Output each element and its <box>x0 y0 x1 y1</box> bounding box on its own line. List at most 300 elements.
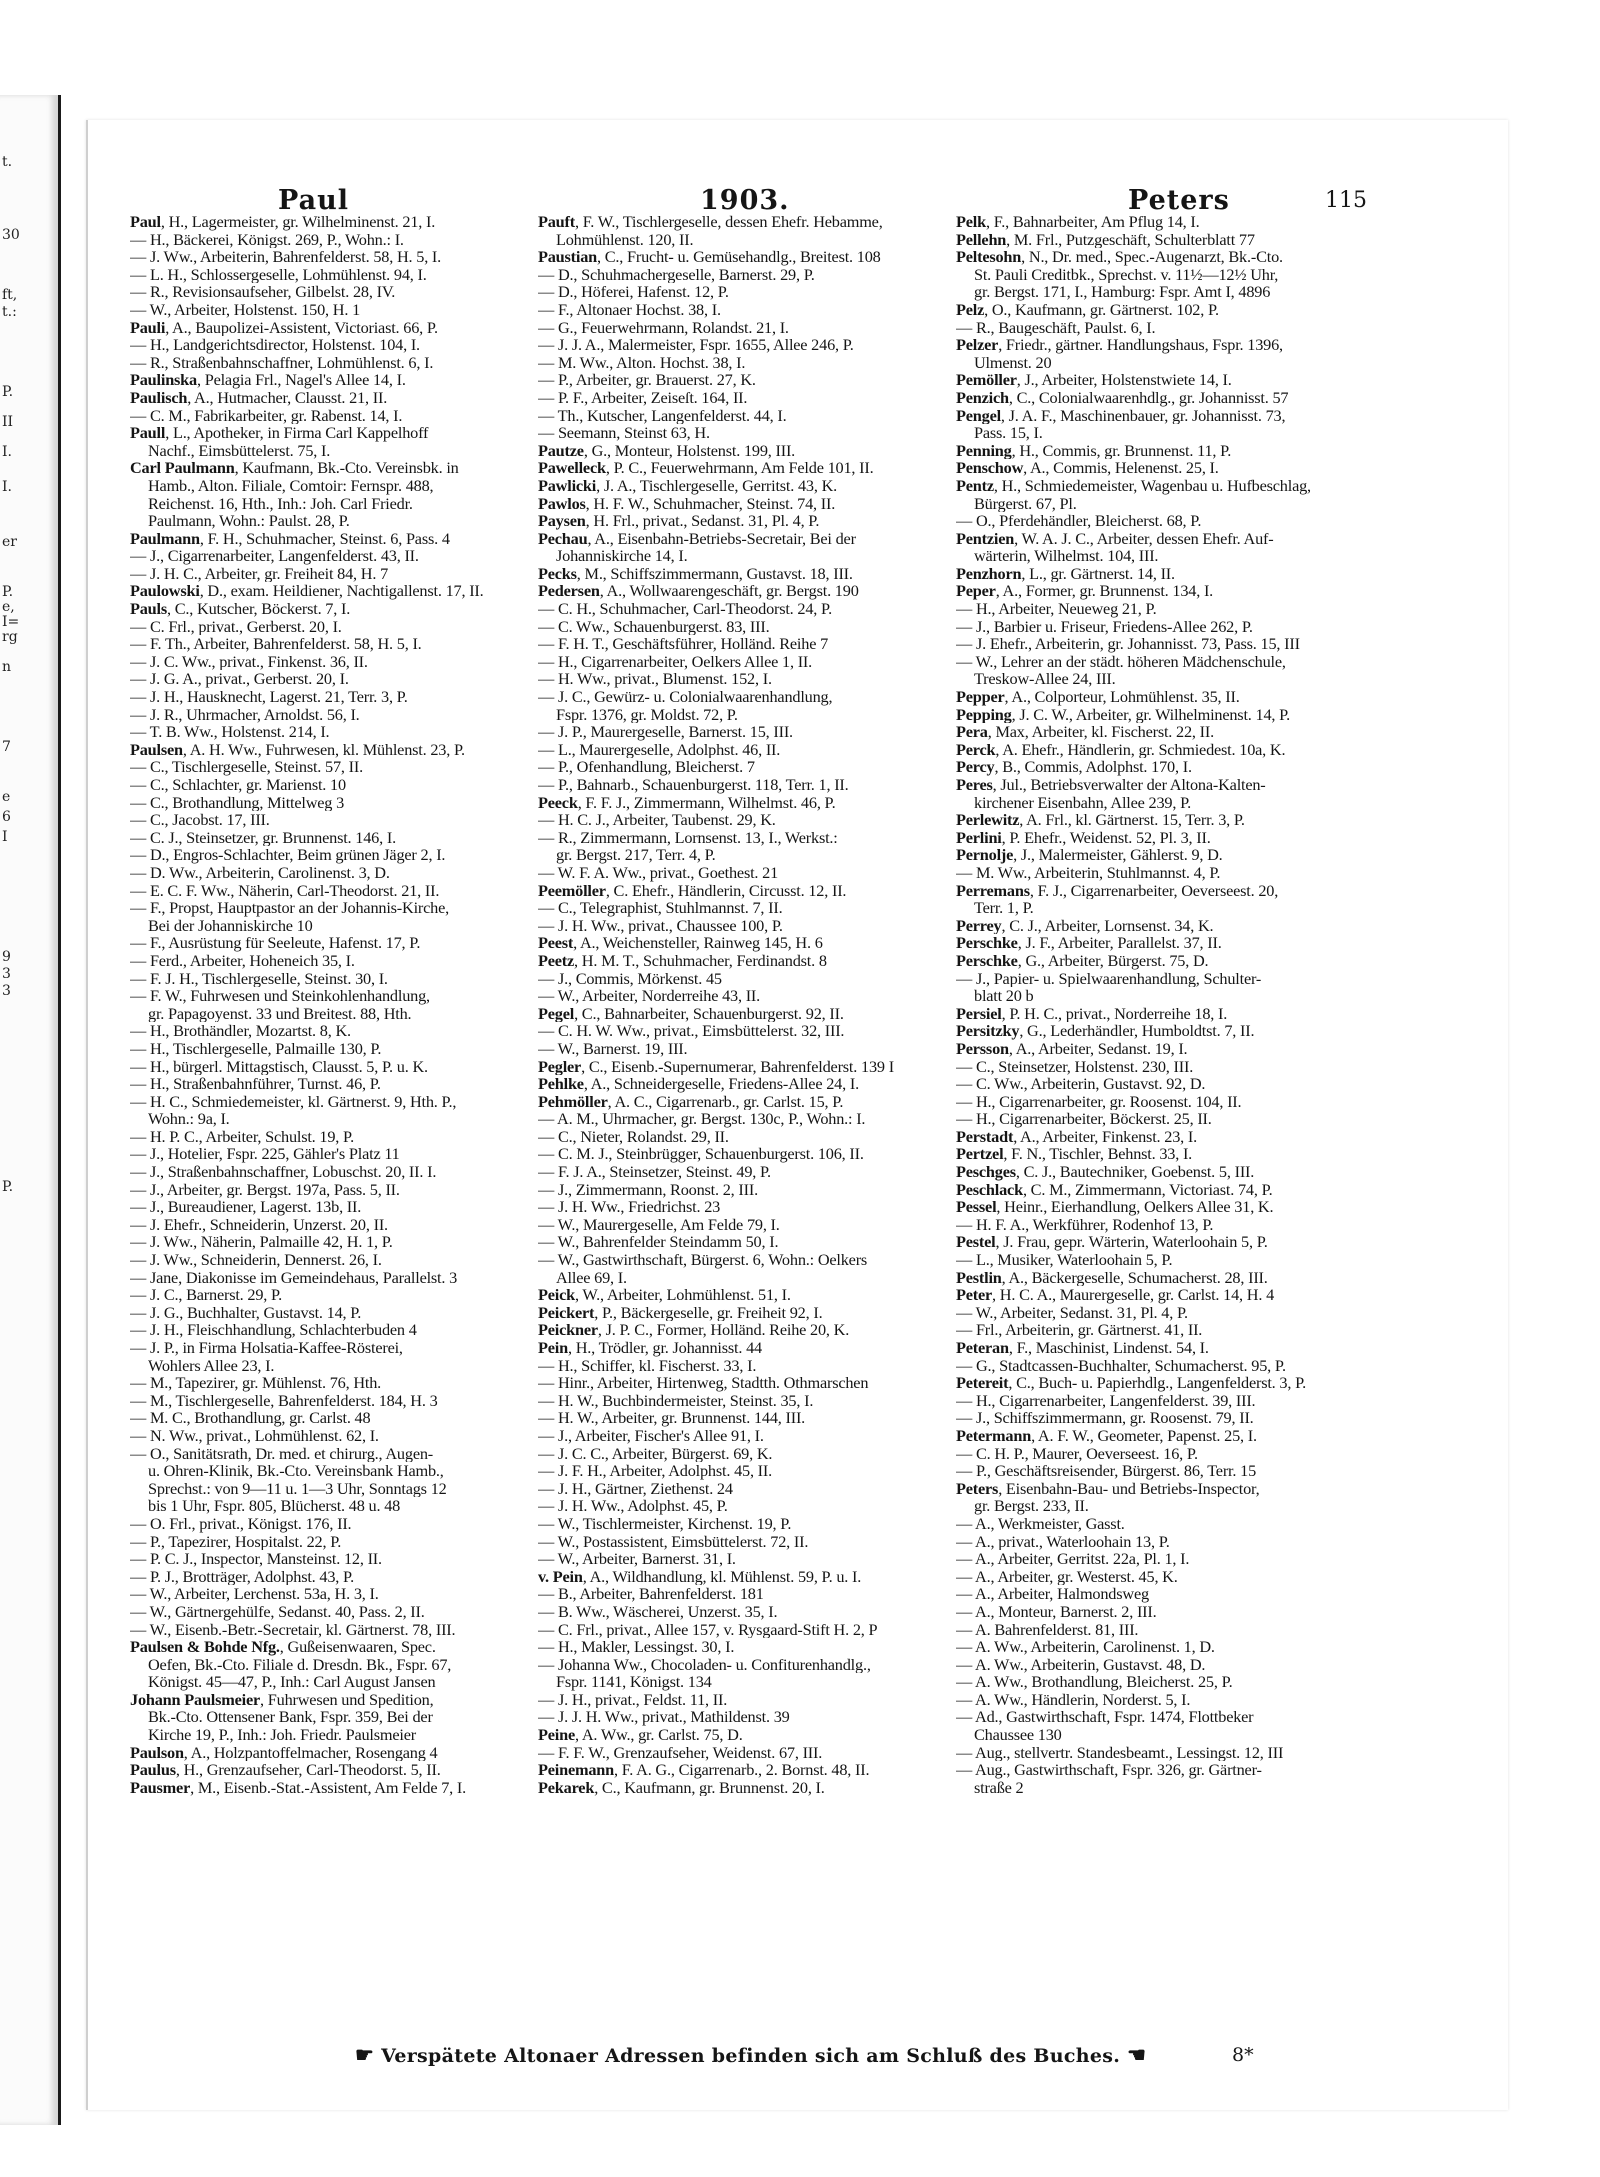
entry-name-line: Penzich, C., Colonialwaarenhdlg., gr. Johannisst. 57 <box>956 388 1289 407</box>
entry-line: — W., Arbeiter, Barnerst. 31, I. <box>538 1550 736 1568</box>
entry-line: — M., Tapezirer, gr. Mühlenst. 76, Hth. <box>130 1374 382 1392</box>
entry-name-line: Pautze, G., Monteur, Holstenst. 199, III. <box>538 441 796 460</box>
entry-line: — D. Ww., Arbeiterin, Carolinenst. 3, D. <box>130 863 390 882</box>
entry-name-line: Pentz, H., Schmiedemeister, Wagenbau u. Hufbeschlag, <box>956 476 1311 495</box>
entry-name-line: Paulson, A., Holzpantoffelmacher, Rosengang 4 <box>130 1743 438 1762</box>
entry-line: Fspr. 1376, gr. Moldst. 72, P. <box>556 705 738 724</box>
entry-name-line: Pemöller, J., Arbeiter, Holstenstwiete 14, I. <box>956 371 1232 389</box>
entry-name-line: Pertzel, F. N., Tischler, Behnst. 33, I. <box>956 1145 1193 1164</box>
entry-name-line: Perck, A. Ehefr., Händlerin, gr. Schmiedest. 10a, K. <box>956 740 1286 759</box>
entry-name-line: Paulsen, A. H. Ww., Fuhrwesen, kl. Mühlenst. 23, P. <box>130 740 465 759</box>
entry-name-line: Paulmann, F. H., Schuhmacher, Steinst. 6, Pass. 4 <box>130 529 450 548</box>
entry-line: — J. H. Ww., Adolphst. 45, P. <box>538 1497 728 1515</box>
entry-line: — C. Frl., privat., Gerberst. 20, I. <box>130 617 342 636</box>
entry-name-line: Pehmöller, A. C., Cigarrenarb., gr. Carlst. 15, P. <box>538 1092 844 1111</box>
entry-name-line: Pauft, F. W., Tischlergeselle, dessen Ehefr. Hebamme, <box>538 213 883 231</box>
entry-line: gr. Papagoyenst. 33 und Breitest. 88, Hth. <box>148 1004 412 1023</box>
entry-name-line: Persiel, P. H. C., privat., Norderreihe 18, I. <box>956 1004 1228 1023</box>
entry-name-line: Penning, H., Commis, gr. Brunnenst. 11, P. <box>956 441 1232 460</box>
entry-line: — A., Arbeiter, gr. Westerst. 45, K. <box>956 1567 1178 1586</box>
entry-line: — Hinr., Arbeiter, Hirtenweg, Stadtth. Othmarschen <box>538 1374 869 1392</box>
entry-name-line: Peest, A., Weichensteller, Rainweg 145, H. 6 <box>538 934 823 952</box>
entry-name-line: Perlini, P. Ehefr., Weidenst. 52, Pl. 3, II. <box>956 828 1211 847</box>
previous-page-fragment: e <box>2 789 11 805</box>
entry-line: — A., privat., Waterloohain 13, P. <box>956 1532 1170 1551</box>
entry-line: gr. Bergst. 233, II. <box>974 1497 1089 1515</box>
previous-page-edge <box>0 95 61 2125</box>
entry-name-line: v. Pein, A., Wildhandlung, kl. Mühlenst. 59, P. u. I. <box>538 1567 862 1586</box>
entry-line: — W., Gastwirthschaft, Bürgerst. 6, Wohn.: Oelkers <box>538 1251 868 1269</box>
entry-line: — W., Arbeiter, Norderreihe 43, II. <box>538 987 761 1005</box>
entry-line: — J. H., Gärtner, Ziethenst. 24 <box>538 1479 733 1498</box>
entry-line: — D., Engros-Schlachter, Beim grünen Jäger 2, I. <box>130 846 446 864</box>
signature-mark: 8* <box>1232 2044 1254 2066</box>
entry-line: — E. C. F. Ww., Näherin, Carl-Theodorst. 21, II. <box>130 881 440 900</box>
entry-line: — J. C. Ww., privat., Finkenst. 36, II. <box>130 652 368 671</box>
entry-line: — C. M., Fabrikarbeiter, gr. Rabenst. 14, I. <box>130 406 403 425</box>
entry-line: — F. J. H., Tischlergeselle, Steinst. 30, I. <box>130 969 388 988</box>
entry-line: — J., Straßenbahnschaffner, Lobuschst. 20, II. I. <box>130 1163 437 1181</box>
entry-line: — J. G. A., privat., Gerberst. 20, I. <box>130 670 349 689</box>
entry-line: — A., Arbeiter, Halmondsweg <box>956 1585 1149 1603</box>
entry-line: — J. H., privat., Feldst. 11, II. <box>538 1690 728 1709</box>
entry-line: — H., Brothändler, Mozartst. 8, K. <box>130 1022 351 1040</box>
entry-line: — C. H. W. Ww., privat., Eimsbüttelerst. 32, III. <box>538 1022 845 1040</box>
entry-line: Treskow-Allee 24, III. <box>974 670 1116 689</box>
entry-line: — Johanna Ww., Chocoladen- u. Confiturenhandlg., <box>538 1655 871 1674</box>
entry-line: — Seemann, Steinst 63, H. <box>538 424 710 442</box>
entry-name-line: Pawlos, H. F. W., Schuhmacher, Steinst. 74, II. <box>538 494 836 513</box>
entry-name-line: Pedersen, A., Wollwaarengeschäft, gr. Bergst. 190 <box>538 582 859 601</box>
previous-page-fragment: 6 <box>2 809 11 825</box>
entry-line: — H., Cigarrenarbeiter, Langenfelderst. 39, III. <box>956 1391 1256 1410</box>
entry-line: — H., Bäckerei, Königst. 269, P., Wohn.: I. <box>130 230 404 249</box>
previous-page-fragment: I <box>2 829 8 845</box>
entry-line: gr. Bergst. 171, I., Hamburg: Fspr. Amt I, 4896 <box>974 283 1271 301</box>
entry-name-line: Peetz, H. M. T., Schuhmacher, Ferdinandst. 8 <box>538 951 827 970</box>
previous-page-fragment: e, <box>2 599 15 615</box>
previous-page-fragment: er <box>2 534 17 550</box>
entry-line: — J., Schiffszimmermann, gr. Roosenst. 79, II. <box>956 1409 1254 1427</box>
entry-line: — P., Tapezirer, Hospitalst. 22, P. <box>130 1532 342 1551</box>
entry-name-line: Pegler, C., Eisenb.-Supernumerar, Bahrenfelderst. 139 I <box>538 1057 894 1076</box>
entry-line: — P. C. J., Inspector, Mansteinst. 12, II. <box>130 1550 382 1568</box>
entry-name-line: Peschges, C. J., Bautechniker, Goebenst. 5, III. <box>956 1163 1255 1181</box>
entry-name-line: Peickert, P., Bäckergeselle, gr. Freiheit 92, I. <box>538 1303 823 1322</box>
entry-name-line: Peter, H. C. A., Maurergeselle, gr. Carlst. 14, H. 4 <box>956 1286 1275 1304</box>
entry-line: — N. Ww., privat., Lohmühlenst. 62, I. <box>130 1426 379 1445</box>
entry-line: — A. Ww., Arbeiterin, Gustavst. 48, D. <box>956 1655 1206 1674</box>
entry-line: — B. Ww., Wäscherei, Unzerst. 35, I. <box>538 1602 778 1621</box>
entry-name-line: Peinemann, F. A. G., Cigarrenarb., 2. Bornst. 48, II. <box>538 1761 870 1779</box>
entry-line: Bk.-Cto. Ottensener Bank, Fspr. 359, Bei der <box>148 1708 433 1727</box>
entry-line: — M. C., Brothandlung, gr. Carlst. 48 <box>130 1409 371 1427</box>
entry-line: — F. Th., Arbeiter, Bahrenfelderst. 58, H. 5, I. <box>130 635 422 653</box>
entry-name-line: Pawelleck, P. C., Feuerwehrmann, Am Felde 101, II. <box>538 459 874 477</box>
entry-line: — J. J. H. Ww., privat., Mathildenst. 39 <box>538 1708 790 1727</box>
entry-line: — J. J. A., Malermeister, Fspr. 1655, Allee 246, P. <box>538 336 854 354</box>
entry-line: — O. Frl., privat., Königst. 176, II. <box>130 1514 352 1533</box>
entry-line: — J. Ww., Arbeiterin, Bahrenfelderst. 58, H. 5, I. <box>130 248 442 266</box>
entry-line: — J., Hotelier, Fspr. 225, Gähler's Platz 11 <box>130 1145 400 1164</box>
entry-name-line: Perschke, J. F., Arbeiter, Parallelst. 37, II. <box>956 934 1222 952</box>
entry-line: — G., Stadtcassen-Buchhalter, Schumacherst. 95, P. <box>956 1356 1286 1375</box>
entry-line: — H. Ww., privat., Blumenst. 152, I. <box>538 670 772 689</box>
entry-name-line: Pein, H., Trödler, gr. Johannisst. 44 <box>538 1339 762 1357</box>
entry-line: — W., Bahrenfelder Steindamm 50, I. <box>538 1233 779 1252</box>
previous-page-fragment: t. <box>2 154 13 170</box>
entry-line: wärterin, Wilhelmst. 104, III. <box>974 547 1159 565</box>
entry-line: — A. Ww., Brothandlung, Bleicherst. 25, P. <box>956 1673 1233 1691</box>
entry-name-line: Perstadt, A., Arbeiter, Finkenst. 23, I. <box>956 1127 1197 1146</box>
pointing-hand-left-icon: ☛ <box>355 2042 375 2067</box>
directory-column-middle <box>538 213 943 1796</box>
entry-line: — H., Straßenbahnführer, Turnst. 46, P. <box>130 1075 381 1093</box>
entry-line: — J. R., Uhrmacher, Arnoldst. 56, I. <box>130 705 360 724</box>
entry-line: — H., Cigarrenarbeiter, Böckerst. 25, II. <box>956 1110 1212 1128</box>
entry-line: — J. H. Ww., privat., Chaussee 100, P. <box>538 916 783 935</box>
entry-line: — R., Straßenbahnschaffner, Lohmühlenst. 6, I. <box>130 353 434 372</box>
entry-line: — F. W., Fuhrwesen und Steinkohlenhandlung, <box>130 987 430 1005</box>
previous-page-fragment: t.: <box>2 304 17 320</box>
entry-line: — D., Höferei, Hafenst. 12, P. <box>538 283 729 301</box>
entry-line: — F., Propst, Hauptpastor an der Johannis-Kirche, <box>130 899 449 917</box>
entry-line: — C., Nieter, Rolandst. 29, II. <box>538 1127 729 1146</box>
previous-page-fragment: n <box>2 659 12 675</box>
entry-line: — A. Ww., Händlerin, Norderst. 5, I. <box>956 1690 1191 1709</box>
entry-line: — J. C., Barnerst. 29, P. <box>130 1286 282 1304</box>
entry-line: — W., Arbeiter, Sedanst. 31, Pl. 4, P. <box>956 1303 1188 1322</box>
entry-line: Terr. 1, P. <box>974 899 1034 917</box>
entry-line: — W., Maurergeselle, Am Felde 79, I. <box>538 1215 780 1234</box>
entry-line: — P., Arbeiter, gr. Brauerst. 27, K. <box>538 371 756 389</box>
entry-line: — J. Ehefr., Arbeiterin, gr. Johannisst. 73, Pass. 15, III <box>956 635 1300 653</box>
entry-line: — J. G., Buchhalter, Gustavst. 14, P. <box>130 1303 362 1322</box>
entry-line: — C., Brothandlung, Mittelweg 3 <box>130 793 345 812</box>
previous-page-fragment: 7 <box>2 739 11 755</box>
entry-line: Oefen, Bk.-Cto. Filiale d. Dresdn. Bk., Fspr. 67, <box>148 1655 452 1674</box>
entry-name-line: Paull, L., Apotheker, in Firma Carl Kappelhoff <box>130 424 429 442</box>
entry-name-line: Pecks, M., Schiffszimmermann, Gustavst. 18, III. <box>538 564 853 583</box>
previous-page-fragment: I= <box>2 614 20 630</box>
entry-line: — Th., Kutscher, Langenfelderst. 44, I. <box>538 406 787 425</box>
entry-line: — H. W., Arbeiter, gr. Brunnenst. 144, III. <box>538 1409 806 1427</box>
entry-line: Lohmühlenst. 120, II. <box>556 230 694 249</box>
entry-name-line: Persitzky, G., Lederhändler, Humboldtst. 7, II. <box>956 1022 1255 1040</box>
entry-line: — A. M., Uhrmacher, gr. Bergst. 130c, P., Wohn.: I. <box>538 1110 866 1128</box>
entry-line: — J., Arbeiter, gr. Bergst. 197a, Pass. 5, II. <box>130 1180 400 1199</box>
entry-line: — J. Ww., Näherin, Palmaille 42, H. 1, P. <box>130 1233 393 1252</box>
entry-name-line: Paulisch, A., Hutmacher, Clausst. 21, II. <box>130 388 388 407</box>
entry-line: — W., Arbeiter, Lerchenst. 53a, H. 3, I. <box>130 1585 379 1603</box>
entry-name-line: Pelzer, Friedr., gärtner. Handlungshaus, Fspr. 1396, <box>956 336 1283 354</box>
entry-name-line: Peick, W., Arbeiter, Lohmühlenst. 51, I. <box>538 1286 791 1304</box>
entry-name-line: Pekarek, C., Kaufmann, gr. Brunnenst. 20, I. <box>538 1778 825 1797</box>
entry-line: — H., Makler, Lessingst. 30, I. <box>538 1638 735 1656</box>
entry-line: — J., Arbeiter, Fischer's Allee 91, I. <box>538 1426 764 1445</box>
entry-line: — H., Arbeiter, Neueweg 21, P. <box>956 600 1157 618</box>
previous-page-fragment: 3 <box>2 983 11 999</box>
entry-line: — J. F. H., Arbeiter, Adolphst. 45, II. <box>538 1462 773 1480</box>
entry-line: — C. H. P., Maurer, Oeverseest. 16, P. <box>956 1444 1198 1463</box>
entry-name-line: Pelz, O., Kaufmann, gr. Gärtnerst. 102, P. <box>956 300 1219 319</box>
directory-column-right <box>956 213 1371 1796</box>
entry-name-line: Paul, H., Lagermeister, gr. Wilhelminenst. 21, I. <box>130 213 436 231</box>
footer-notice <box>355 2042 1146 2067</box>
entry-line: — W., Postassistent, Eimsbüttelerst. 72, II. <box>538 1532 809 1551</box>
entry-name-line: Peters, Eisenbahn-Bau- und Betriebs-Inspector, <box>956 1479 1260 1498</box>
entry-name-line: Paulowski, D., exam. Heildiener, Nachtigallenst. 17, II. <box>130 582 484 601</box>
entry-line: — H. C. J., Arbeiter, Taubenst. 29, K. <box>538 811 776 829</box>
entry-line: — P., Bahnarb., Schauenburgerst. 118, Terr. 1, II. <box>538 776 849 794</box>
entry-line: Nachf., Eimsbüttelerst. 75, I. <box>148 441 331 460</box>
entry-line: — J. H., Hausknecht, Lagerst. 21, Terr. 3, P. <box>130 688 408 706</box>
entry-line: — H. P. C., Arbeiter, Schulst. 19, P. <box>130 1127 354 1146</box>
entry-name-line: Penschow, A., Commis, Helenenst. 25, I. <box>956 459 1219 477</box>
entry-line: — F. H. T., Geschäftsführer, Holländ. Reihe 7 <box>538 635 829 653</box>
entry-line: — J., Zimmermann, Roonst. 2, III. <box>538 1180 758 1199</box>
entry-line: — C., Schlachter, gr. Marienst. 10 <box>130 776 346 794</box>
entry-line: — C. J., Steinsetzer, gr. Brunnenst. 146, I. <box>130 828 396 847</box>
entry-line: — M. Ww., Alton. Hochst. 38, I. <box>538 353 746 372</box>
entry-line: — T. B. Ww., Holstenst. 214, I. <box>130 723 330 741</box>
entry-name-line: Pawlicki, J. A., Tischlergeselle, Gerritst. 43, K. <box>538 476 838 495</box>
entry-line: — H. W., Buchbindermeister, Steinst. 35, I. <box>538 1391 814 1410</box>
entry-name-line: Pestlin, A., Bäckergeselle, Schumacherst. 28, III. <box>956 1268 1268 1287</box>
entry-line: — C., Telegraphist, Stuhlmannst. 7, II. <box>538 899 783 917</box>
entry-line: — O., Sanitätsrath, Dr. med. et chirurg., Augen- <box>130 1444 434 1463</box>
entry-name-line: Peper, A., Former, gr. Brunnenst. 134, I. <box>956 582 1214 601</box>
header-left-keyword: Paul <box>278 185 349 216</box>
entry-line: Sprechst.: von 9—11 u. 1—3 Uhr, Sonntags 12 <box>148 1479 447 1498</box>
entry-line: — Ferd., Arbeiter, Hoheneich 35, I. <box>130 951 355 970</box>
entry-line: — M., Tischlergeselle, Bahrenfelderst. 184, H. 3 <box>130 1391 438 1410</box>
entry-line: — C., Jacobst. 17, III. <box>130 811 270 829</box>
entry-line: — J., Barbier u. Friseur, Friedens-Allee 262, P. <box>956 617 1253 636</box>
header-year: 1903. <box>700 185 790 216</box>
entry-line: — A., Werkmeister, Gasst. <box>956 1514 1125 1533</box>
entry-line: — H., Cigarrenarbeiter, Oelkers Allee 1, II. <box>538 652 813 671</box>
entry-name-line: Peickner, J. P. C., Former, Holländ. Reihe 20, K. <box>538 1321 850 1339</box>
entry-line: kirchener Eisenbahn, Allee 239, P. <box>974 793 1192 812</box>
entry-name-line: Pegel, C., Bahnarbeiter, Schauenburgerst. 92, II. <box>538 1004 844 1023</box>
entry-line: — J., Bureaudiener, Lagerst. 13b, II. <box>130 1198 362 1216</box>
entry-name-line: Pauls, C., Kutscher, Böckerst. 7, I. <box>130 600 351 618</box>
entry-line: Johanniskirche 14, I. <box>556 547 688 565</box>
entry-line: — H., Schiffer, kl. Fischerst. 33, I. <box>538 1356 757 1375</box>
entry-line: — W., Lehrer an der städt. höheren Mädchenschule, <box>956 652 1286 671</box>
entry-line: — J. H., Fleischhandlung, Schlachterbuden 4 <box>130 1321 417 1339</box>
entry-line: — J. P., in Firma Holsatia-Kaffee-Rösterei, <box>130 1339 403 1357</box>
entry-line: — L., Musiker, Waterloohain 5, P. <box>956 1251 1173 1269</box>
entry-line: — J. C., Gewürz- u. Colonialwaarenhandlung, <box>538 688 833 706</box>
entry-line: Reichenst. 16, Hth., Inh.: Joh. Carl Friedr. <box>148 494 413 513</box>
entry-line: — Aug., stellvertr. Standesbeamt., Lessingst. 12, III <box>956 1743 1284 1762</box>
entry-line: Allee 69, I. <box>556 1268 627 1287</box>
entry-line: Bürgerst. 67, Pl. <box>974 494 1077 513</box>
entry-name-line: Perschke, G., Arbeiter, Bürgerst. 75, D. <box>956 951 1209 970</box>
entry-line: — A. Ww., Arbeiterin, Carolinenst. 1, D. <box>956 1638 1215 1656</box>
entry-line: — C. Ww., Schauenburgerst. 83, III. <box>538 617 770 636</box>
entry-name-line: Pengel, J. A. F., Maschinenbauer, gr. Johannisst. 73, <box>956 406 1286 425</box>
entry-name-line: Pestel, J. Frau, gepr. Wärterin, Waterloohain 5, P. <box>956 1233 1268 1252</box>
entry-name-line: Peschlack, C. M., Zimmermann, Victoriast. 74, P. <box>956 1180 1273 1199</box>
entry-line: — A., Monteur, Barnerst. 2, III. <box>956 1602 1157 1621</box>
entry-line: Ulmenst. 20 <box>974 353 1052 372</box>
entry-line: — J., Cigarrenarbeiter, Langenfelderst. 43, II. <box>130 547 419 565</box>
header-right-keyword: Peters <box>1128 185 1230 216</box>
entry-name-line: Pessel, Heinr., Eierhandlung, Oelkers Allee 31, K. <box>956 1198 1274 1216</box>
entry-line: — W., Barnerst. 19, III. <box>538 1039 688 1058</box>
entry-line: — H. F. A., Werkführer, Rodenhof 13, P. <box>956 1215 1214 1234</box>
entry-line: — H., bürgerl. Mittagstisch, Clausst. 5, P. u. K. <box>130 1057 428 1076</box>
entry-line: — Ad., Gastwirthschaft, Fspr. 1474, Flottbeker <box>956 1708 1254 1727</box>
previous-page-fragment: 9 <box>2 949 11 965</box>
previous-page-fragment: 30 <box>2 227 20 243</box>
entry-name-line: Pellehn, M. Frl., Putzgeschäft, Schulterblatt 77 <box>956 230 1255 249</box>
footer-text: Verspätete Altonaer Adressen befinden sich am Schluß des Buches. <box>381 2045 1121 2067</box>
entry-line: Königst. 45—47, P., Inh.: Carl August Jansen <box>148 1673 436 1691</box>
directory-column-left <box>130 213 515 1796</box>
entry-line: blatt 20 b <box>974 987 1034 1005</box>
entry-line: — W. F. A. Ww., privat., Goethest. 21 <box>538 863 779 882</box>
entry-line: — F. J. A., Steinsetzer, Steinst. 49, P. <box>538 1163 771 1181</box>
entry-name-line: Petermann, A. F. W., Geometer, Papenst. 25, I. <box>956 1426 1257 1445</box>
entry-line: — L. H., Schlossergeselle, Lohmühlenst. 94, I. <box>130 265 427 284</box>
entry-line: Fspr. 1141, Königst. 134 <box>556 1673 712 1691</box>
entry-line: — B., Arbeiter, Bahrenfelderst. 181 <box>538 1585 764 1603</box>
entry-line: — R., Zimmermann, Lornsenst. 13, I., Werkst.: <box>538 828 838 847</box>
entry-name-line: Pelk, F., Bahnarbeiter, Am Pflug 14, I. <box>956 213 1200 231</box>
previous-page-fragment: I. <box>2 479 12 495</box>
entry-line: — F. F. W., Grenzaufseher, Weidenst. 67, III. <box>538 1743 823 1762</box>
entry-name-line: Petereit, C., Buch- u. Papierhdlg., Langenfelderst. 3, P. <box>956 1374 1307 1392</box>
entry-line: — J. Ww., Schneiderin, Dennerst. 26, I. <box>130 1251 382 1269</box>
entry-name-line: Peteran, F., Maschinist, Lindenst. 54, I. <box>956 1339 1209 1357</box>
entry-line: — P., Ofenhandlung, Bleicherst. 7 <box>538 758 755 776</box>
entry-line: — R., Revisionsaufseher, Gilbelst. 28, IV. <box>130 283 396 301</box>
entry-line: — W., Tischlermeister, Kirchenst. 19, P. <box>538 1514 792 1533</box>
previous-page-fragment: I. <box>2 444 12 460</box>
entry-line: Kirche 19, P., Inh.: Joh. Friedr. Paulsmeier <box>148 1726 416 1744</box>
entry-line: Pass. 15, I. <box>974 424 1043 442</box>
entry-name-line: Pentzien, W. A. J. C., Arbeiter, dessen Ehefr. Auf- <box>956 529 1274 548</box>
previous-page-fragment: ft, <box>2 287 18 303</box>
entry-line: — C. Frl., privat., Allee 157, v. Rysgaard-Stift H. 2, P <box>538 1620 878 1639</box>
entry-line: — C., Tischlergeselle, Steinst. 57, II. <box>130 758 363 776</box>
entry-line: — O., Pferdehändler, Bleicherst. 68, P. <box>956 512 1202 530</box>
entry-name-line: Peemöller, C. Ehefr., Händlerin, Circusst. 12, II. <box>538 881 847 900</box>
entry-name-line: Paulus, H., Grenzaufseher, Carl-Theodorst. 5, II. <box>130 1761 441 1779</box>
entry-line: — J. P., Maurergeselle, Barnerst. 15, III. <box>538 723 793 741</box>
entry-name-line: Peltesohn, N., Dr. med., Spec.-Augenarzt, Bk.-Cto. <box>956 248 1283 266</box>
entry-line: Wohlers Allee 23, I. <box>148 1356 275 1375</box>
entry-line: — A. Bahrenfelderst. 81, III. <box>956 1620 1139 1639</box>
entry-line: — W., Eisenb.-Betr.-Secretair, kl. Gärtnerst. 78, III. <box>130 1620 456 1639</box>
entry-line: — J. H. Ww., Friedrichst. 23 <box>538 1198 721 1216</box>
entry-line: Bei der Johanniskirche 10 <box>148 916 313 935</box>
entry-name-line: Pepping, J. C. W., Arbeiter, gr. Wilhelminenst. 14, P. <box>956 705 1291 724</box>
page-number: 115 <box>1325 188 1367 213</box>
entry-name-line: Peeck, F. F. J., Zimmermann, Wilhelmst. 46, P. <box>538 793 836 812</box>
entry-name-line: Pehlke, A., Schneidergeselle, Friedens-Allee 24, I. <box>538 1075 859 1093</box>
previous-page-fragment: P. <box>2 1179 14 1195</box>
entry-line: gr. Bergst. 217, Terr. 4, P. <box>556 846 716 864</box>
entry-line: — M. Ww., Arbeiterin, Stuhlmannst. 4, P. <box>956 863 1221 882</box>
entry-name-line: Perremans, F. J., Cigarrenarbeiter, Oeverseest. 20, <box>956 881 1279 900</box>
entry-line: — W., Gärtnergehülfe, Sedanst. 40, Pass. 2, II. <box>130 1602 425 1621</box>
entry-line: — J. H. C., Arbeiter, gr. Freiheit 84, H. 7 <box>130 564 389 583</box>
entry-line: — H. C., Schmiedemeister, kl. Gärtnerst. 9, Hth. P., <box>130 1092 457 1111</box>
entry-name-line: Paustian, C., Frucht- u. Gemüsehandlg., Breitest. 108 <box>538 248 881 266</box>
entry-line: — H., Landgerichtsdirector, Holstenst. 104, I. <box>130 336 420 354</box>
entry-name-line: Pepper, A., Colporteur, Lohmühlenst. 35, II. <box>956 688 1240 706</box>
entry-name-line: Penzhorn, L., gr. Gärtnerst. 14, II. <box>956 564 1175 583</box>
entry-line: — Frl., Arbeiterin, gr. Gärtnerst. 41, II. <box>956 1321 1203 1339</box>
entry-line: — J., Commis, Mörkenst. 45 <box>538 969 722 988</box>
entry-line: — W., Arbeiter, Holstenst. 150, H. 1 <box>130 300 361 319</box>
entry-line: — P., Geschäftsreisender, Bürgerst. 86, Terr. 15 <box>956 1462 1257 1480</box>
entry-line: — F., Ausrüstung für Seeleute, Hafenst. 17, P. <box>130 934 421 952</box>
entry-name-line: Peine, A. Ww., gr. Carlst. 75, D. <box>538 1726 743 1744</box>
entry-line: u. Ohren-Klinik, Bk.-Cto. Vereinsbank Hamb., <box>148 1462 444 1480</box>
entry-name-line: Persson, A., Arbeiter, Sedanst. 19, I. <box>956 1039 1188 1058</box>
entry-line: — J. C. C., Arbeiter, Bürgerst. 69, K. <box>538 1444 773 1463</box>
entry-line: — P. F., Arbeiter, Zeiseſt. 164, II. <box>538 388 748 407</box>
entry-line: — H., Tischlergeselle, Palmaille 130, P. <box>130 1039 382 1058</box>
entry-line: Wohn.: 9a, I. <box>148 1110 230 1128</box>
entry-line: — J. Ehefr., Schneiderin, Unzerst. 20, II. <box>130 1215 388 1234</box>
entry-line: — R., Baugeschäft, Paulst. 6, I. <box>956 318 1156 337</box>
entry-name-line: Pera, Max, Arbeiter, kl. Fischerst. 22, II. <box>956 723 1214 741</box>
entry-line: — F., Altonaer Hochst. 38, I. <box>538 300 721 319</box>
entry-line: — C., Steinsetzer, Holstenst. 230, III. <box>956 1057 1194 1076</box>
entry-line: — D., Schuhmachergeselle, Barnerst. 29, P. <box>538 265 815 284</box>
entry-name-line: Pernolje, J., Malermeister, Gählerst. 9, D. <box>956 846 1223 864</box>
entry-name-line: Pechau, A., Eisenbahn-Betriebs-Secretair, Bei der <box>538 529 856 548</box>
entry-name-line: Perlewitz, A. Frl., kl. Gärtnerst. 15, Terr. 3, P. <box>956 811 1245 829</box>
pointing-hand-right-icon: ☚ <box>1127 2042 1147 2067</box>
entry-line: straße 2 <box>974 1778 1024 1797</box>
entry-line: — G., Feuerwehrmann, Rolandst. 21, I. <box>538 318 789 337</box>
entry-line: Hamb., Alton. Filiale, Comtoir: Fernspr. 488, <box>148 476 434 495</box>
entry-name-line: Paulsen & Bohde Nfg., Gußeisenwaaren, Spec. <box>130 1638 436 1656</box>
entry-line: — L., Maurergeselle, Adolphst. 46, II. <box>538 740 781 759</box>
previous-page-fragment: 3 <box>2 966 11 982</box>
entry-line: — C. Ww., Arbeiterin, Gustavst. 92, D. <box>956 1075 1206 1093</box>
entry-name-line: Perrey, C. J., Arbeiter, Lornsenst. 34, K. <box>956 916 1214 935</box>
entry-line: Paulmann, Wohn.: Paulst. 28, P. <box>148 512 350 530</box>
entry-name-line: Paulinska, Pelagia Frl., Nagel's Allee 14, I. <box>130 371 406 389</box>
previous-page-fragment: P. <box>2 584 14 600</box>
entry-line: — P. J., Brotträger, Adolphst. 43, P. <box>130 1567 354 1586</box>
entry-line: — Jane, Diakonisse im Gemeindehaus, Parallelst. 3 <box>130 1268 458 1287</box>
entry-line: — H., Cigarrenarbeiter, gr. Roosenst. 104, II. <box>956 1092 1242 1111</box>
previous-page-fragment: rg <box>2 629 18 645</box>
entry-line: Chaussee 130 <box>974 1726 1062 1744</box>
entry-name-line: Pausmer, M., Eisenb.-Stat.-Assistent, Am Felde 7, I. <box>130 1778 466 1797</box>
entry-line: — J., Papier- u. Spielwaarenhandlung, Schulter- <box>956 969 1262 988</box>
previous-page-fragment: P. <box>2 384 14 400</box>
entry-name-line: Pauli, A., Baupolizei-Assistent, Victoriast. 66, P. <box>130 318 438 337</box>
entry-line: — Aug., Gastwirthschaft, Fspr. 326, gr. Gärtner- <box>956 1761 1262 1779</box>
previous-page-fragment: II <box>2 414 14 430</box>
entry-line: St. Pauli Creditbk., Sprechst. v. 11½—12½ Uhr, <box>974 265 1279 284</box>
entry-line: — A., Arbeiter, Gerritst. 22a, Pl. 1, I. <box>956 1550 1190 1568</box>
entry-line: bis 1 Uhr, Fspr. 805, Blücherst. 48 u. 48 <box>148 1497 401 1515</box>
entry-line: — C. H., Schuhmacher, Carl-Theodorst. 24, P. <box>538 600 832 618</box>
entry-name-line: Percy, B., Commis, Adolphst. 170, I. <box>956 758 1192 776</box>
